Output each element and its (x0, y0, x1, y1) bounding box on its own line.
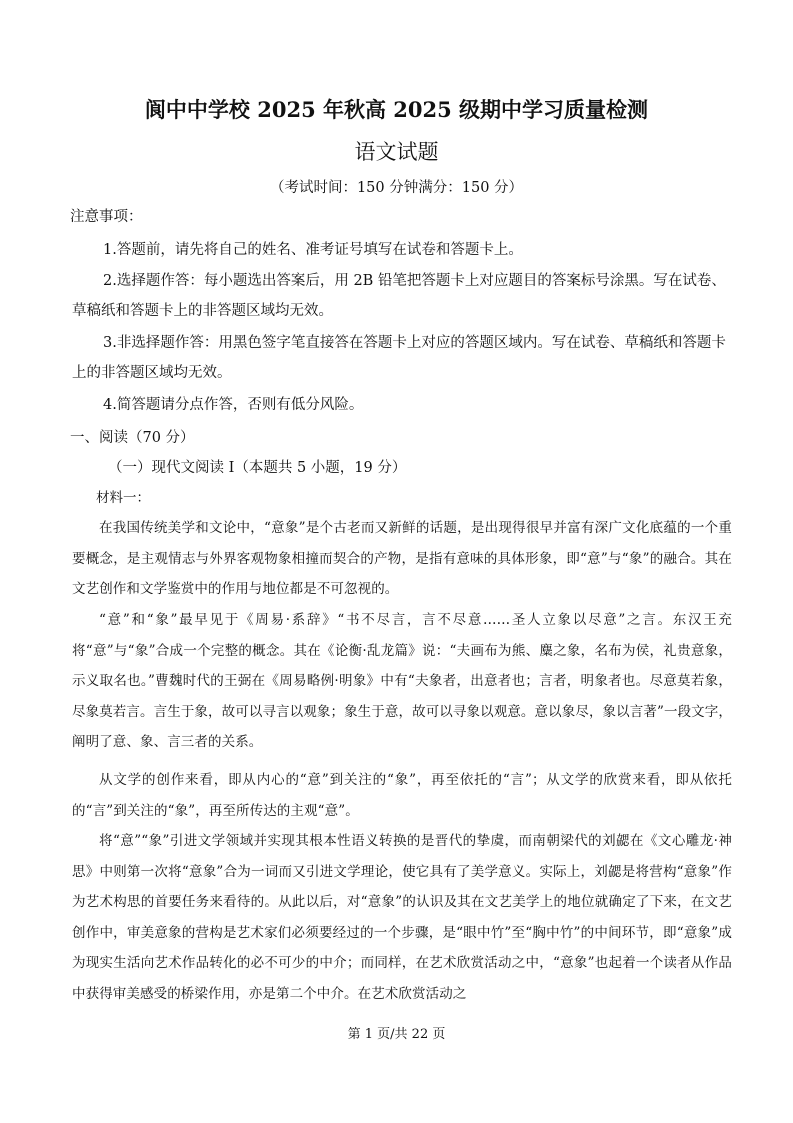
exam-info: （考试时间：150 分钟满分：150 分） (269, 180, 524, 196)
body-paragraph: “意”和“象”最早见于《周易·系辞》“书不尽言，言不尽意……圣人立象以尽意”之言。东汉王充将“意”与“象”合成一个完整的概念。其在《论衡·乱龙篇》说：“夫画布为熊、麋之象，名布为侯，礼贵意象，示义取名也。”曹魏时代的王弼在《周易略例·明象》中有“夫象者，出意者也；言者，明象者也。尽意莫若象，尽象莫若言。言生于象，故可以寻言以观象；象生于意，故可以寻象以观意。意以象尽，象以言著”一段文字，阐明了意、象、言三者的关系。 (72, 612, 732, 750)
notice-item: 3.非选择题作答：用黑色签字笔直接答在答题卡上对应的答题区域内。写在试卷、草稿纸和答题卡上的非答题区域均无效。 (72, 335, 726, 381)
body-paragraph: 在我国传统美学和文论中，“意象”是个古老而又新鲜的话题，是出现得很早并富有深广文化底蕴的一个重要概念，是主观情志与外界客观物象相撞而契合的产物，是指有意味的具体形象，即“意”与“象”的融合。其在文艺创作和文学鉴赏中的作用与地位都是不可忽视的。 (72, 520, 732, 597)
notice-item: 2.选择题作答：每小题选出答案后，用 2B 铅笔把答题卡上对应题目的答案标号涂黑。写在试卷、草稿纸和答题卡上的非答题区域均无效。 (72, 273, 726, 319)
exam-title: 阆中中学校 2025 年秋高 2025 级期中学习质量检测 (144, 97, 649, 122)
subsection-heading: （一）现代文阅读 I（本题共 5 小题，19 分） (108, 460, 407, 476)
material-label: 材料一： (96, 490, 150, 506)
notice-item: 1.答题前，请先将自己的姓名、准考证号填写在试卷和答题卡上。 (103, 242, 523, 258)
body-paragraph: 将“意”“象”引进文学领域并实现其根本性语义转换的是晋代的挚虞，而南朝梁代的刘勰在《文心雕龙·神思》中则第一次将“意象”合为一词而又引进文学理论，使它具有了美学意义。实际上，刘勰是将营构“意象”作为艺术构思的首要任务来看待的。从此以后，对“意象”的认识及其在文艺美学上的地位就确定了下来，在文艺创作中，审美意象的营构是艺术家们必须要经过的一个步骤，是“眼中竹”至“胸中竹”的中间环节，即“意象”成为现实生活向艺术作品转化的必不可少的中介；而同样，在艺术欣赏活动之中，“意象”也起着一个读者从作品中获得审美感受的桥梁作用，亦是第二个中介。在艺术欣赏活动之 (72, 833, 732, 1002)
section-heading: 一、阅读（70 分） (70, 430, 195, 446)
notice-item: 4.简答题请分点作答，否则有低分风险。 (103, 397, 364, 413)
notice-heading: 注意事项： (70, 209, 143, 225)
exam-subtitle: 语文试题 (354, 140, 439, 164)
page-footer: 第 1 页/共 22 页 (347, 1027, 446, 1042)
body-paragraph: 从文学的创作来看，即从内心的“意”到关注的“象”，再至依托的“言”；从文学的欣赏来看，即从依托的“言”到关注的“象”，再至所传达的主观“意”。 (72, 772, 732, 819)
